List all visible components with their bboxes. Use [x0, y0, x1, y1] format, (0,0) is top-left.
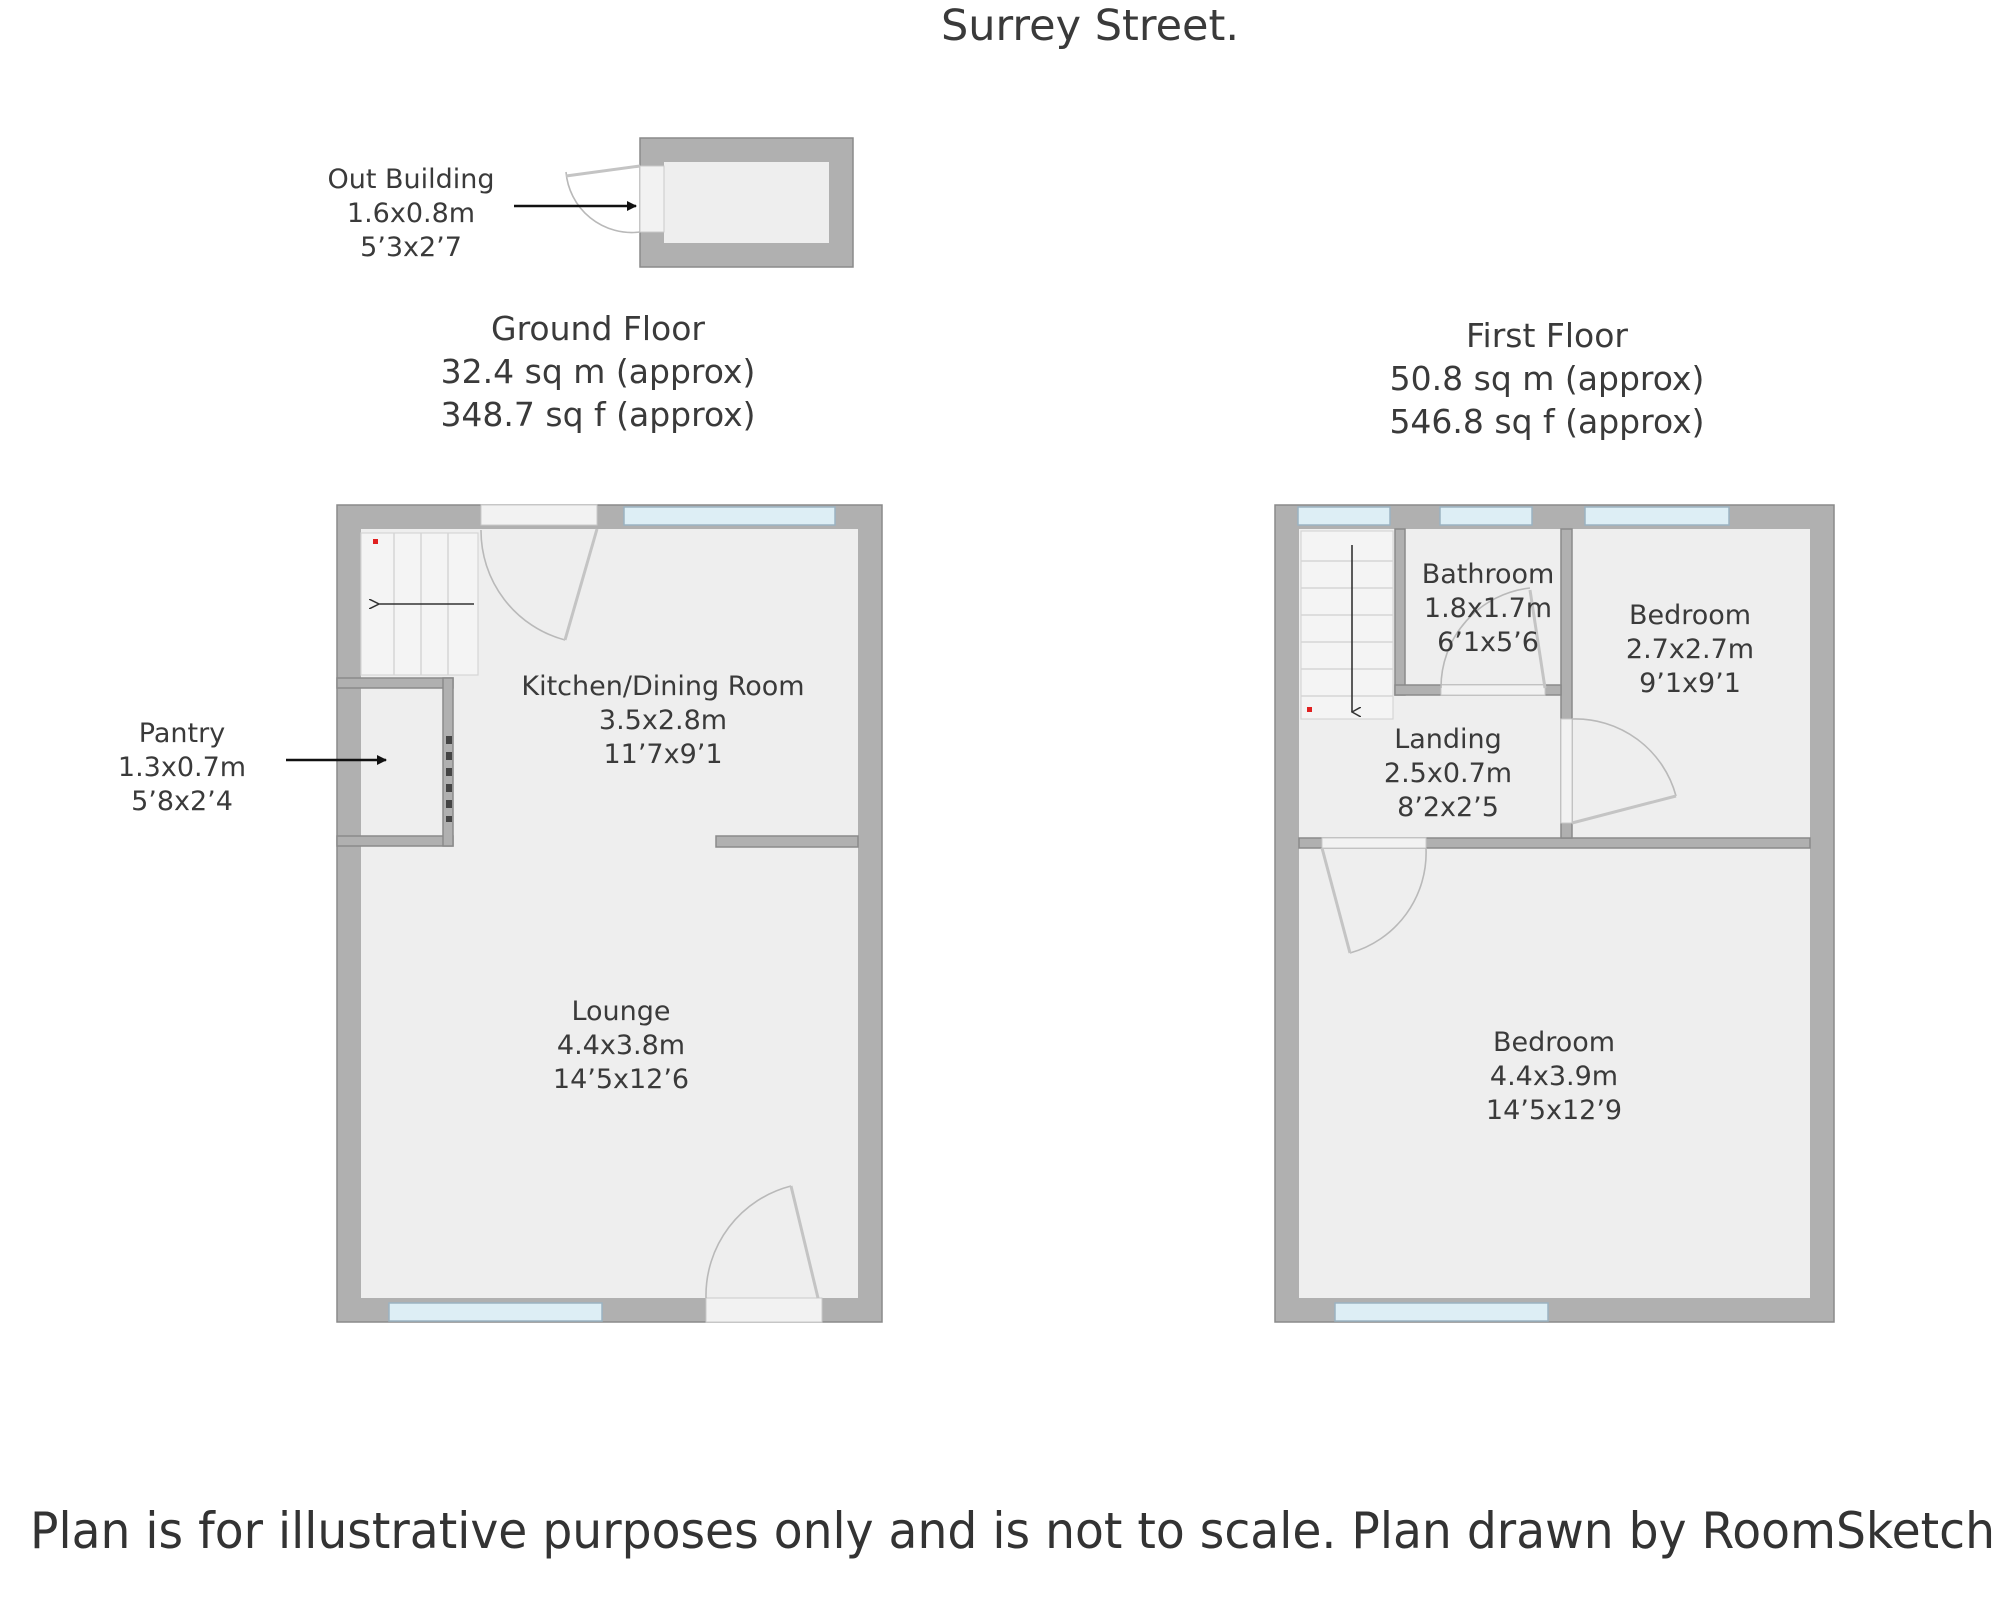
bedroom-small-imperial: 9’1x9’1 — [1639, 668, 1741, 699]
ground-floor-area-f: 348.7 sq f (approx) — [440, 395, 756, 434]
bedroom-small-name: Bedroom — [1628, 600, 1752, 631]
bedroom-large-label — [1486, 1027, 1622, 1126]
pantry-metric: 1.3x0.7m — [117, 752, 247, 783]
bedroom-large-imperial: 14’5x12’9 — [1485, 1095, 1623, 1126]
first-window-bottom — [1335, 1303, 1548, 1321]
ground-floor-area-m: 32.4 sq m (approx) — [440, 352, 756, 391]
kitchen-name: Kitchen/Dining Room — [521, 671, 805, 702]
lounge-imperial: 14’5x12’6 — [552, 1064, 690, 1095]
ground-window-top — [624, 507, 835, 525]
first-window-top-1 — [1298, 507, 1390, 525]
ground-floor-plan — [337, 505, 882, 1322]
first-staircase — [1301, 531, 1393, 719]
bathroom-name: Bathroom — [1421, 559, 1555, 590]
landing-metric: 2.5x0.7m — [1383, 758, 1513, 789]
lounge-name: Lounge — [571, 996, 671, 1027]
bathroom-label — [1422, 559, 1555, 658]
bedroom-large-name: Bedroom — [1492, 1027, 1616, 1058]
first-floor-area-m: 50.8 sq m (approx) — [1389, 359, 1705, 398]
landing-name: Landing — [1394, 724, 1502, 755]
disclaimer-footer: Plan is for illustrative purposes only and is not to scale. Plan drawn by RoomSketch — [30, 1502, 1995, 1560]
bedroom-large-metric: 4.4x3.9m — [1489, 1061, 1619, 1092]
first-floor-header — [1389, 316, 1704, 441]
pantry-imperial: 5’8x2’4 — [131, 786, 233, 817]
first-window-top-2 — [1440, 507, 1532, 525]
kitchen-metric: 3.5x2.8m — [598, 705, 728, 736]
bedroom-small-label — [1626, 600, 1754, 699]
pantry-label — [118, 718, 246, 817]
first-window-top-3 — [1585, 507, 1729, 525]
landing-imperial: 8’2x2’5 — [1397, 792, 1499, 823]
ground-floor-name: Ground Floor — [491, 309, 705, 348]
landing-label — [1384, 724, 1512, 823]
bedroom-small-metric: 2.7x2.7m — [1625, 634, 1755, 665]
outbuilding — [566, 138, 853, 267]
bathroom-imperial: 6’1x5’6 — [1437, 627, 1539, 658]
lounge-label — [553, 996, 689, 1095]
outbuilding-label — [327, 164, 494, 263]
lounge-metric: 4.4x3.8m — [556, 1030, 686, 1061]
ground-floor-header — [440, 309, 755, 434]
outbuilding-metric: 1.6x0.8m — [346, 198, 476, 229]
outbuilding-imperial: 5’3x2’7 — [360, 232, 462, 263]
pantry-name: Pantry — [138, 718, 226, 749]
plan-title: Surrey Street. — [940, 1, 1240, 51]
ground-staircase — [361, 533, 478, 675]
outbuilding-name: Out Building — [327, 164, 495, 195]
kitchen-imperial: 11’7x9’1 — [603, 739, 723, 770]
bathroom-metric: 1.8x1.7m — [1423, 593, 1553, 624]
first-floor-area-f: 546.8 sq f (approx) — [1389, 402, 1705, 441]
first-floor-name: First Floor — [1465, 316, 1629, 355]
ground-window-bottom — [389, 1303, 602, 1321]
